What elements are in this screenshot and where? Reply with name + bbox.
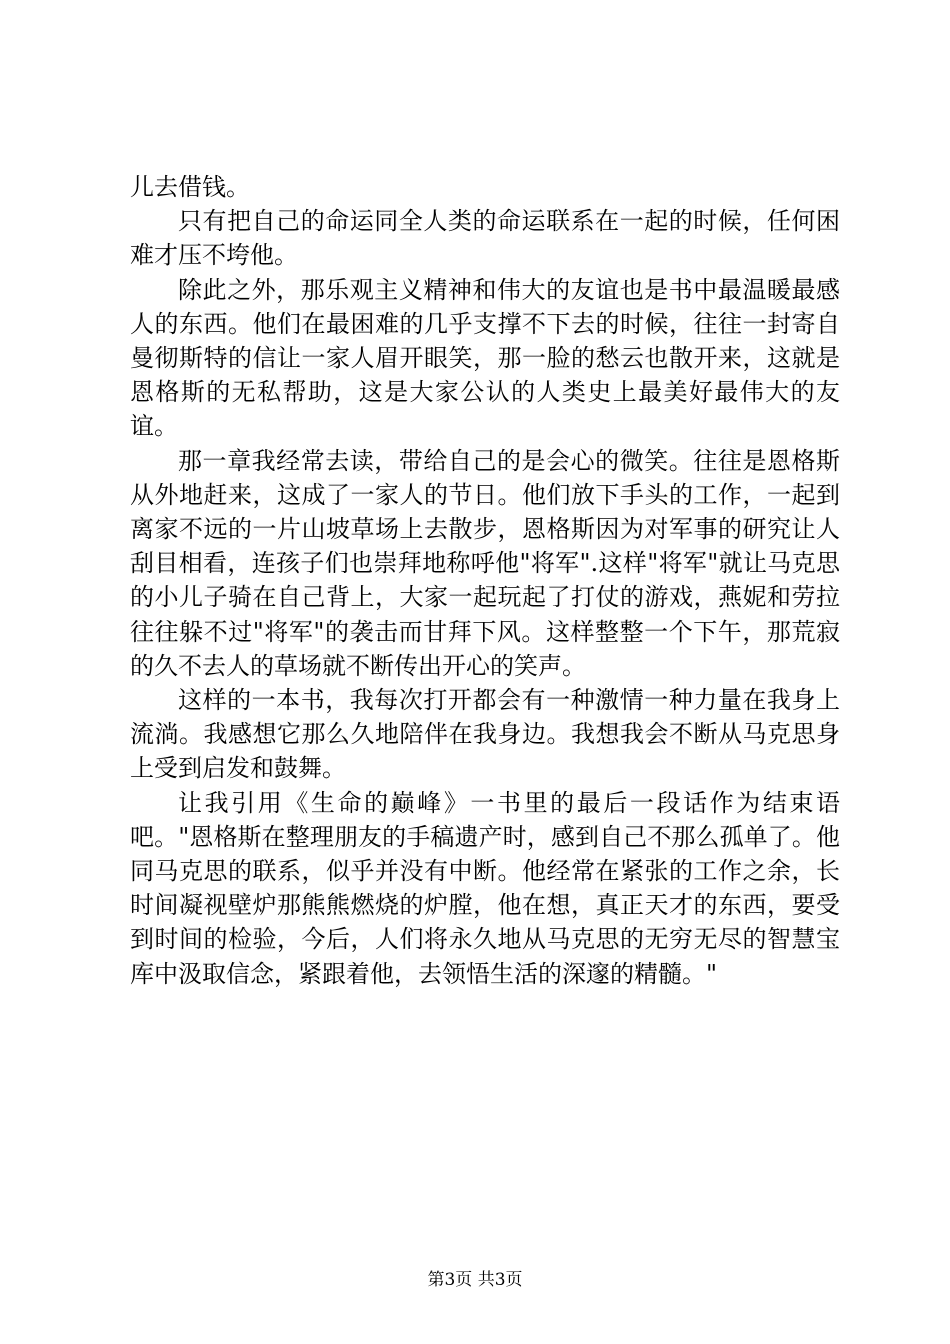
paragraph: 除此之外，那乐观主义精神和伟大的友谊也是书中最温暖最感人的东西。他们在最困难的几乎支撑不下去的时候，往往一封寄自曼彻斯特的信让一家人眉开眼笑，那一脸的愁云也散开来，这就是恩格斯的无私帮助，这是大家公认的人类史上最美好最伟大的友谊。 [130,275,840,441]
paragraph: 那一章我经常去读，带给自己的是会心的微笑。往往是恩格斯从外地赶来，这成了一家人的节日。他们放下手头的工作，一起到离家不远的一片山坡草场上去散步，恩格斯因为对军事的研究让人刮目相看，连孩子们也崇拜地称呼他"将军".这样"将军"就让马克思的小儿子骑在自己背上，大家一起玩起了打仗的游戏，燕妮和劳拉往往躲不过"将军"的袭击而甘拜下风。这样整整一个下午，那荒寂的久不去人的草场就不断传出开心的笑声。 [130,446,840,680]
paragraph: 这样的一本书，我每次打开都会有一种激情一种力量在我身上流淌。我感想它那么久地陪伴在我身边。我想我会不断从马克思身上受到启发和鼓舞。 [130,686,840,783]
paragraph-continuation: 儿去借钱。 [130,173,250,201]
document-body [130,170,840,991]
paragraph: 让我引用《生命的巅峰》一书里的最后一段话作为结束语吧。"恩格斯在整理朋友的手稿遗产时，感到自己不那么孤单了。他同马克思的联系，似乎并没有中断。他经常在紧张的工作之余，长时间凝视壁炉那熊熊燃烧的炉膛，他在想，真正天才的东西，要受到时间的检验，今后，人们将永久地从马克思的无穷无尽的智慧宝库中汲取信念，紧跟着他，去领悟生活的深邃的精髓。" [130,788,840,988]
paragraph: 只有把自己的命运同全人类的命运联系在一起的时候，任何困难才压不垮他。 [130,207,840,270]
page-number-footer: 第3页 共3页 [427,1270,523,1290]
